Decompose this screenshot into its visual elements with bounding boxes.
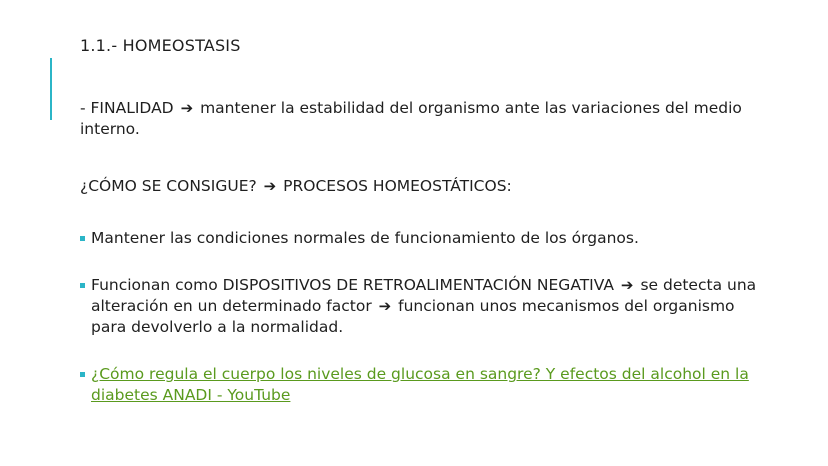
bullet-text-part1: Funcionan como DISPOSITIVOS DE RETROALIMENTACIÓN NEGATIVA: [91, 276, 614, 294]
bullet-text-part3: funcionan unos mecanismos del organismo para devolverlo a la normalidad.: [91, 297, 735, 336]
slide-body: [80, 98, 760, 406]
arrow-right-icon: ➔: [620, 276, 634, 294]
bullet-square-icon: [80, 283, 85, 288]
bullet-list: [80, 228, 760, 406]
arrow-right-icon: ➔: [378, 297, 392, 315]
arrow-right-icon: ➔: [263, 177, 277, 195]
consigue-answer: PROCESOS HOMEOSTÁTICOS:: [283, 177, 512, 195]
bullet-square-icon: [80, 372, 85, 377]
list-item: [80, 275, 760, 338]
list-item: [80, 228, 760, 249]
consigue-paragraph: [80, 176, 760, 197]
bullet-square-icon: [80, 236, 85, 241]
consigue-question: ¿CÓMO SE CONSIGUE?: [80, 177, 257, 195]
youtube-video-link[interactable]: ¿Cómo regula el cuerpo los niveles de glucosa en sangre? Y efectos del alcohol en la diabetes ANADI - YouTube: [91, 365, 749, 404]
finalidad-lead: - FINALIDAD: [80, 99, 174, 117]
finalidad-text: mantener la estabilidad del organismo ante las variaciones del medio interno.: [80, 99, 742, 138]
bullet-text: Mantener las condiciones normales de funcionamiento de los órganos.: [91, 229, 639, 247]
finalidad-paragraph: [80, 98, 760, 140]
bullet-text-part2: se detecta una alteración en un determinado factor: [91, 276, 757, 315]
arrow-right-icon: ➔: [180, 99, 194, 117]
list-item: [80, 364, 760, 406]
accent-bar: [50, 58, 52, 120]
slide-title: 1.1.- HOMEOSTASIS: [80, 36, 241, 55]
